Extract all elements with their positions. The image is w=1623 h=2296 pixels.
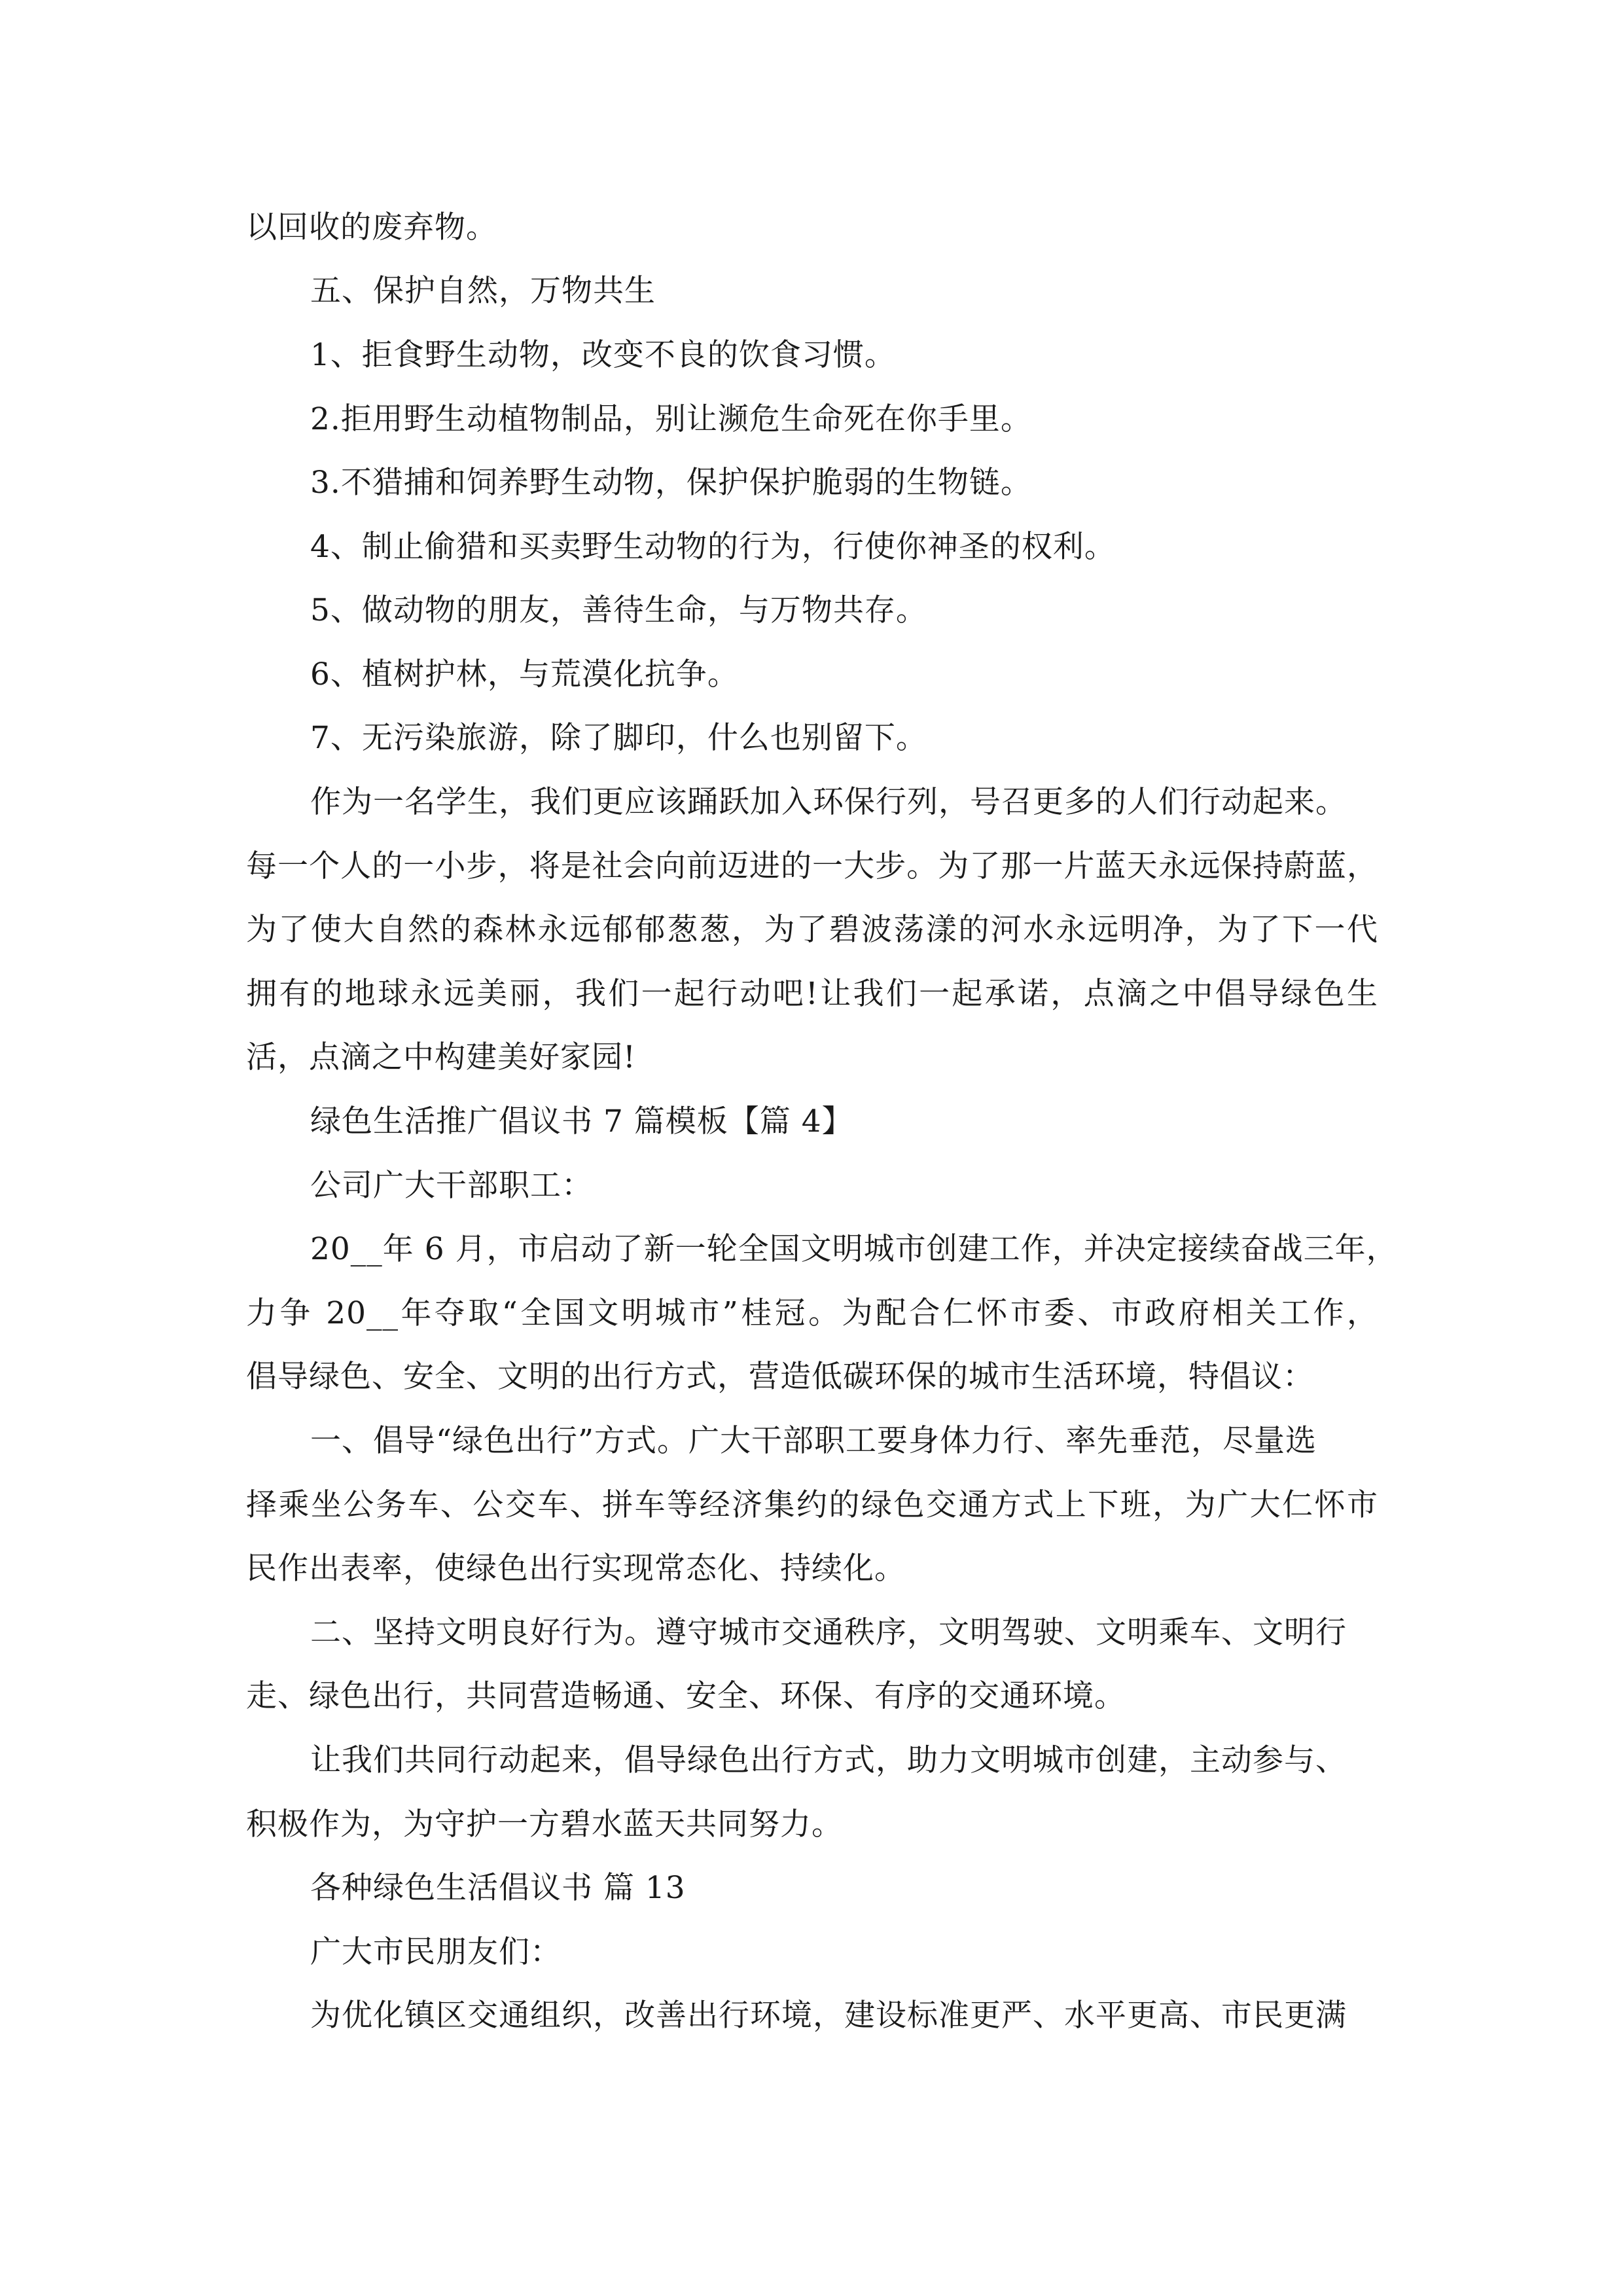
paragraph-line: 倡导绿色、安全、文明的出行方式，营造低碳环保的城市生活环境，特倡议： bbox=[246, 1359, 1314, 1395]
list-item: 6、植树护林，与荒漠化抗争。 bbox=[310, 656, 739, 692]
paragraph-line: 走、绿色出行，共同营造畅通、安全、环保、有序的交通环境。 bbox=[246, 1678, 1126, 1714]
list-item: 7、无污染旅游，除了脚印，什么也别留下。 bbox=[310, 720, 927, 756]
paragraph-line: 二、坚持文明良好行为。遵守城市交通秩序，文明驾驶、文明乘车、文明行 bbox=[310, 1615, 1347, 1651]
article-title: 各种绿色生活倡议书 篇 13 bbox=[310, 1870, 686, 1906]
list-item: 1、拒食野生动物，改变不良的饮食习惯。 bbox=[310, 337, 896, 373]
paragraph-line: 20__年 6 月，市启动了新一轮全国文明城市创建工作，并决定接续奋战三年， bbox=[310, 1231, 1398, 1267]
paragraph-line: 积极作为，为守护一方碧水蓝天共同努力。 bbox=[246, 1806, 843, 1842]
paragraph-line: 择乘坐公务车、公交车、拼车等经济集约的绿色交通方式上下班，为广大仁怀市 bbox=[246, 1487, 1378, 1523]
paragraph-line: 拥有的地球永远美丽，我们一起行动吧!让我们一起承诺，点滴之中倡导绿色生 bbox=[246, 976, 1378, 1012]
text-line: 以回收的废弃物。 bbox=[246, 209, 497, 245]
salutation: 公司广大干部职工： bbox=[310, 1168, 593, 1204]
paragraph-line: 民作出表率，使绿色出行实现常态化、持续化。 bbox=[246, 1551, 906, 1587]
list-item: 4、制止偷猎和买卖野生动物的行为，行使你神圣的权利。 bbox=[310, 529, 1116, 565]
section-heading: 五、保护自然，万物共生 bbox=[310, 273, 656, 309]
paragraph-line: 每一个人的一小步，将是社会向前迈进的一大步。为了那一片蓝天永远保持蔚蓝， bbox=[246, 848, 1378, 884]
paragraph-line: 让我们共同行动起来，倡导绿色出行方式，助力文明城市创建，主动参与、 bbox=[310, 1742, 1347, 1778]
list-item: 2.拒用野生动植物制品，别让濒危生命死在你手里。 bbox=[310, 401, 1032, 437]
paragraph-line: 为优化镇区交通组织，改善出行环境，建设标准更严、水平更高、市民更满 bbox=[310, 1998, 1347, 2034]
paragraph-line: 活，点滴之中构建美好家园! bbox=[246, 1039, 636, 1075]
list-item: 5、做动物的朋友，善待生命，与万物共存。 bbox=[310, 592, 927, 628]
paragraph-line: 为了使大自然的森林永远郁郁葱葱，为了碧波荡漾的河水永远明净，为了下一代 bbox=[246, 912, 1378, 948]
paragraph-line: 力争 20__年夺取“全国文明城市”桂冠。为配合仁怀市委、市政府相关工作， bbox=[246, 1295, 1378, 1331]
salutation: 广大市民朋友们： bbox=[310, 1934, 562, 1970]
article-title: 绿色生活推广倡议书 7 篇模板【篇 4】 bbox=[310, 1103, 853, 1139]
paragraph-line: 作为一名学生，我们更应该踊跃加入环保行列，号召更多的人们行动起来。 bbox=[310, 784, 1347, 820]
list-item: 3.不猎捕和饲养野生动物，保护保护脆弱的生物链。 bbox=[310, 465, 1032, 501]
paragraph-line: 一、倡导“绿色出行”方式。广大干部职工要身体力行、率先垂范，尽量选 bbox=[310, 1423, 1317, 1459]
